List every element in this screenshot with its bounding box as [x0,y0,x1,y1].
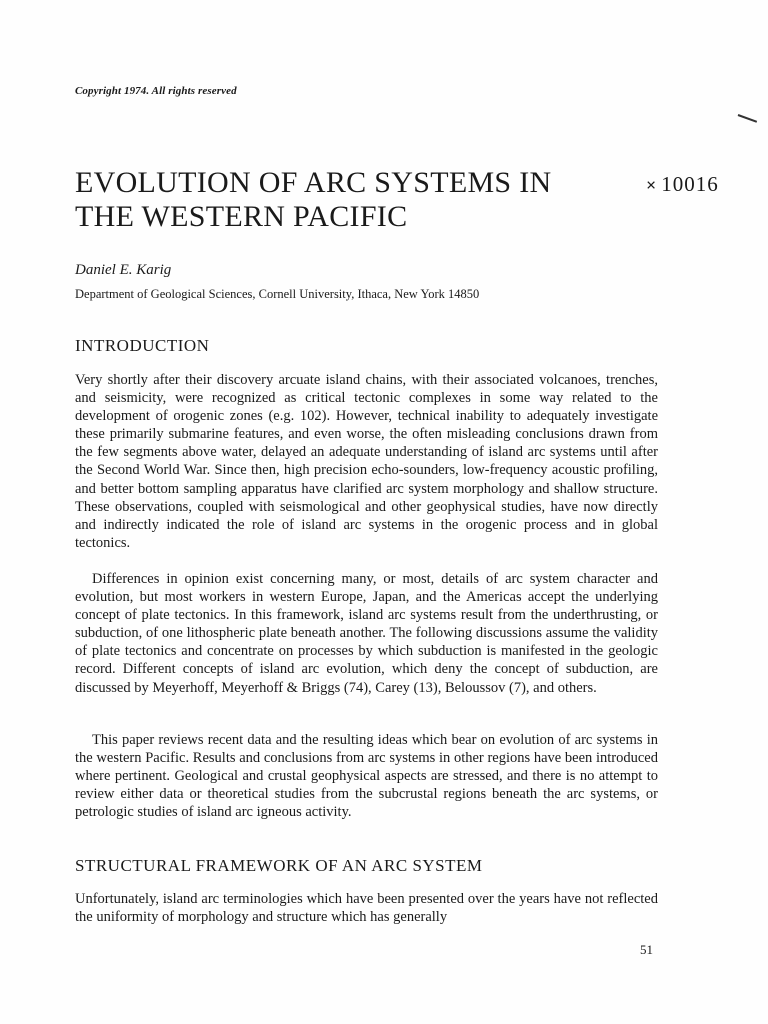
author-affiliation: Department of Geological Sciences, Cornell University, Ithaca, New York 14850 [75,287,480,301]
paragraph-introduction-1: Very shortly after their discovery arcuate island chains, with their associated volcanoes, trenches, and seismicity, were recognized as critical tectonic complexes in some way related to the development of orogenic zones (e.g. 102). However, technical inability to adequately investigate these primarily submarine features, and even worse, the often misleading conclusions drawn from the few segments above water, delayed an adequate understanding of island arc systems until after the Second World War. Since then, high precision echo-sounders, low-frequency acoustic profiling, and better bottom sampling apparatus have clarified arc system morphology and shallow structure. These observations, coupled with seismological and other geophysical studies, have now directly and indirectly indicated the role of island arc systems in the orogenic process and in global tectonics. [75,372,658,551]
paragraph-structural-1: Unfortunately, island arc terminologies which have been presented over the years have not reflected the uniformity of morphology and structure which has generally [75,891,658,926]
page-number: 51 [640,942,653,957]
document-number-mark: × [646,175,658,195]
paragraph-introduction-2: Differences in opinion exist concerning many, or most, details of arc system character and evolution, but most workers in western Europe, Japan, and the Americas accept the underlying concept of plate tectonics. In this framework, island arc systems result from the underthrusting, or subduction, of one lithospheric plate beneath another. The following discussions assume the validity of plate tectonics and concentrate on processes by which subduction is manifested in the geologic record. Different concepts of island arc evolution, which deny the concept of subduction, are discussed by Meyerhoff, Meyerhoff & Briggs (74), Carey (13), Beloussov (7), and others. [75,571,658,696]
document-number [646,172,719,197]
paragraph-introduction-3: This paper reviews recent data and the resulting ideas which bear on evolution of arc systems in the western Pacific. Results and conclusions from arc systems in other regions have been introduced where pertinent. Geological and crustal geophysical aspects are stressed, and there is no attempt to review either data or theoretical studies from the subcrustal regions beneath the arc systems, or petrologic studies of island arc igneous activity. [75,732,658,821]
document-number-value: 10016 [661,172,719,196]
scan-artifact-mark [738,114,757,123]
section-heading-introduction: INTRODUCTION [75,336,210,355]
article-title: EVOLUTION OF ARC SYSTEMS IN THE WESTERN PACIFIC [75,166,552,233]
section-heading-structural-framework: STRUCTURAL FRAMEWORK OF AN ARC SYSTEM [75,856,483,875]
copyright-notice: Copyright 1974. All rights reserved [75,85,237,97]
author-name: Daniel E. Karig [75,262,172,278]
